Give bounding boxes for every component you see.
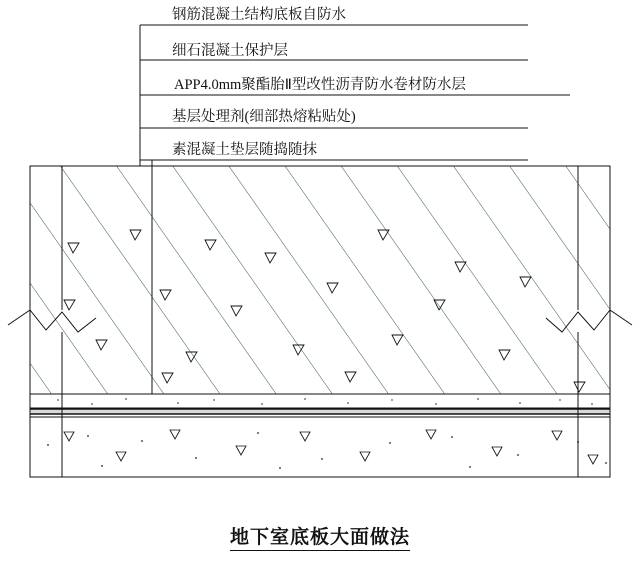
layer-label: APP4.0mm聚酯胎Ⅱ型改性沥青防水卷材防水层 [174, 77, 466, 93]
figure-title-text: 地下室底板大面做法 [230, 527, 410, 551]
protective-layer [30, 394, 610, 408]
waterproof-membrane [30, 409, 610, 414]
figure-title [0, 522, 640, 549]
layer-label: 钢筋混凝土结构底板自防水 [172, 7, 346, 23]
cushion-layer [30, 417, 610, 477]
layer-label: 细石混凝土保护层 [172, 43, 288, 59]
structural-slab [30, 166, 610, 394]
layer-label: 基层处理剂(细部热熔粘贴处) [172, 109, 356, 125]
layer-label: 素混凝土垫层随捣随抹 [172, 142, 317, 158]
